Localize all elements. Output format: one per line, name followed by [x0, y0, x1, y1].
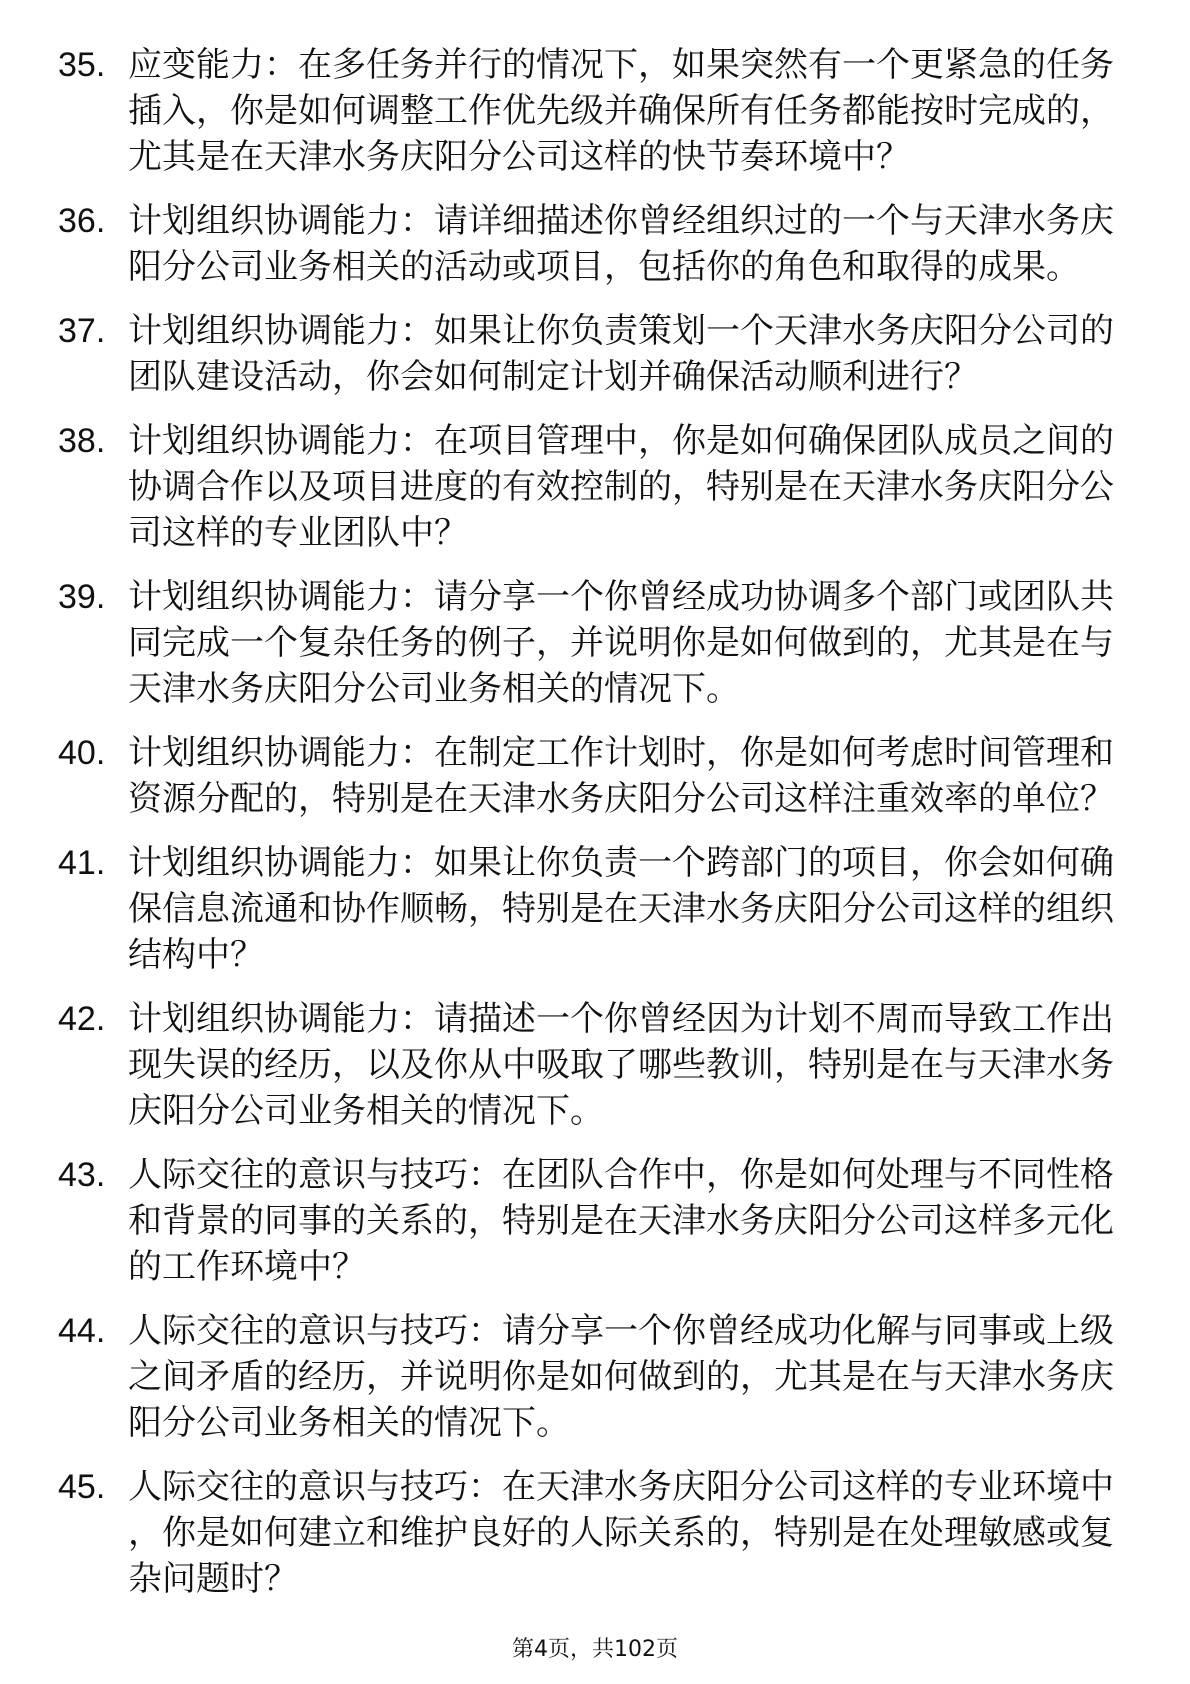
question-number: 37. [58, 312, 106, 350]
question-number: 35. [58, 46, 106, 84]
question-text: 计划组织协调能力：请描述一个你曾经因为计划不周而导致工作出现失误的经历，以及你从中吸取了哪些教训，特别是在与天津水务庆阳分公司业务相关的情况下。 [128, 999, 1114, 1131]
question-text: 人际交往的意识与技巧：在团队合作中，你是如何处理与不同性格和背景的同事的关系的，特别是在天津水务庆阳分公司这样多元化的工作环境中？ [128, 1155, 1114, 1287]
question-number: 36. [58, 202, 106, 240]
question-item-45 [58, 1464, 1123, 1602]
question-number: 38. [58, 422, 106, 460]
question-text: 计划组织协调能力：在制定工作计划时，你是如何考虑时间管理和资源分配的，特别是在天津水务庆阳分公司这样注重效率的单位？ [128, 733, 1114, 819]
question-item-44 [58, 1308, 1123, 1446]
question-item-43 [58, 1152, 1123, 1290]
question-text: 计划组织协调能力：如果让你负责策划一个天津水务庆阳分公司的团队建设活动，你会如何制定计划并确保活动顺利进行？ [128, 311, 1114, 397]
question-item-37 [58, 308, 1123, 400]
question-text: 人际交往的意识与技巧：在天津水务庆阳分公司这样的专业环境中，你是如何建立和维护良好的人际关系的，特别是在处理敏感或复杂问题时？ [128, 1467, 1114, 1599]
question-item-40 [58, 730, 1123, 822]
question-text: 人际交往的意识与技巧：请分享一个你曾经成功化解与同事或上级之间矛盾的经历，并说明你是如何做到的，尤其是在与天津水务庆阳分公司业务相关的情况下。 [128, 1311, 1114, 1443]
question-number: 44. [58, 1312, 106, 1350]
question-number: 43. [58, 1156, 106, 1194]
question-text: 计划组织协调能力：如果让你负责一个跨部门的项目，你会如何确保信息流通和协作顺畅，特别是在天津水务庆阳分公司这样的组织结构中？ [128, 843, 1114, 975]
question-text: 计划组织协调能力：请详细描述你曾经组织过的一个与天津水务庆阳分公司业务相关的活动或项目，包括你的角色和取得的成果。 [128, 201, 1114, 287]
question-item-39 [58, 574, 1123, 712]
question-item-36 [58, 198, 1123, 290]
question-item-42 [58, 996, 1123, 1134]
question-item-38 [58, 418, 1123, 556]
question-item-35 [58, 42, 1123, 180]
question-number: 42. [58, 1000, 106, 1038]
page-number: 第4页，共102页 [512, 1637, 678, 1662]
question-number: 40. [58, 734, 106, 772]
question-number: 41. [58, 844, 106, 882]
question-item-41 [58, 840, 1123, 978]
question-text: 应变能力：在多任务并行的情况下，如果突然有一个更紧急的任务插入，你是如何调整工作优先级并确保所有任务都能按时完成的，尤其是在天津水务庆阳分公司这样的快节奏环境中？ [128, 45, 1114, 177]
question-number: 45. [58, 1468, 106, 1506]
question-number: 39. [58, 578, 106, 616]
question-text: 计划组织协调能力：在项目管理中，你是如何确保团队成员之间的协调合作以及项目进度的有效控制的，特别是在天津水务庆阳分公司这样的专业团队中？ [128, 421, 1114, 553]
question-list [58, 42, 1123, 1620]
question-text: 计划组织协调能力：请分享一个你曾经成功协调多个部门或团队共同完成一个复杂任务的例子，并说明你是如何做到的，尤其是在与天津水务庆阳分公司业务相关的情况下。 [128, 577, 1114, 709]
